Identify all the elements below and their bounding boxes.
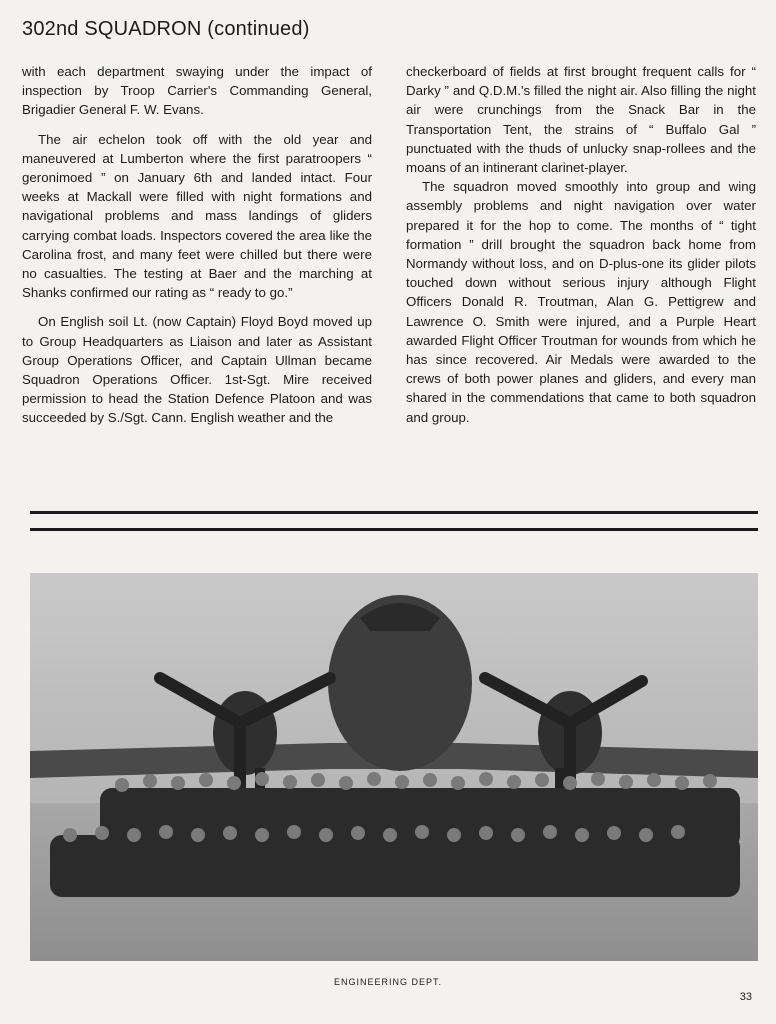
paragraph: with each department swaying under the impact of inspection by Troop Carrier's Commanding General, Brigadier General F. W. Evans. bbox=[22, 64, 372, 118]
paragraph: The air echelon took off with the old year and maneuvered at Lumberton where the first paratroopers “ geronimoed ” on January 6th and landed intact. Four weeks at Mackall were filled with night formations and navigational problems and mass landings of gliders carrying combat loads. Inspectors covered the area like the Carolina frost, and many feet were chilled but there were no casualties. The testing at Baer and the marching at Shanks confirmed our rating as “ ready to go.” bbox=[22, 131, 372, 301]
photo-caption: ENGINEERING DEPT. bbox=[333, 977, 442, 987]
divider-rule bbox=[30, 528, 758, 531]
page-number: 33 bbox=[739, 991, 752, 1003]
left-column bbox=[22, 62, 372, 492]
group-of-men bbox=[50, 772, 740, 897]
article-body bbox=[22, 62, 756, 492]
paragraph: checkerboard of fields at first brought frequent calls for “ Darky ” and Q.D.M.'s filled the night air. Also filling the night air were crunchings from the Snack Bar in the Transportation Tent, the strains of “ Buffalo Gal ” punctuated with the thuds of unlucky snap-rollees and the moans of an intinerant clarinet-player. bbox=[406, 64, 756, 176]
squadron-photo bbox=[30, 573, 758, 961]
aircraft-group-photo-illustration bbox=[30, 573, 758, 961]
divider-rule bbox=[30, 511, 758, 514]
page-title: 302nd SQUADRON (continued) bbox=[22, 18, 310, 40]
right-column bbox=[406, 62, 756, 492]
paragraph: On English soil Lt. (now Captain) Floyd Boyd moved up to Group Headquarters as Liaison and later as Assistant Group Operations Officer, and Captain Ullman became Squadron Operations Officer. 1st-Sgt. Mire received permission to head the Station Defence Platoon and was succeeded by S./Sgt. Cann. English weather and the bbox=[22, 314, 372, 426]
paragraph: The squadron moved smoothly into group and wing assembly problems and night navigation over water prepared it for the hop to come. The months of “ tight formation ” drill brought the squadron back home from Normandy without loss, and on D-plus-one its glider pilots touched down without serious injury although Flight Officers Donald R. Troutman, Alan G. Pettigrew and Lawrence O. Smith were injured, and a Purple Heart awarded Flight Officer Troutman for wounds from which he has since recovered. Air Medals were awarded to the crews of both power planes and gliders, and every man shared in the commendations that came to both squadron and group. bbox=[406, 179, 756, 425]
